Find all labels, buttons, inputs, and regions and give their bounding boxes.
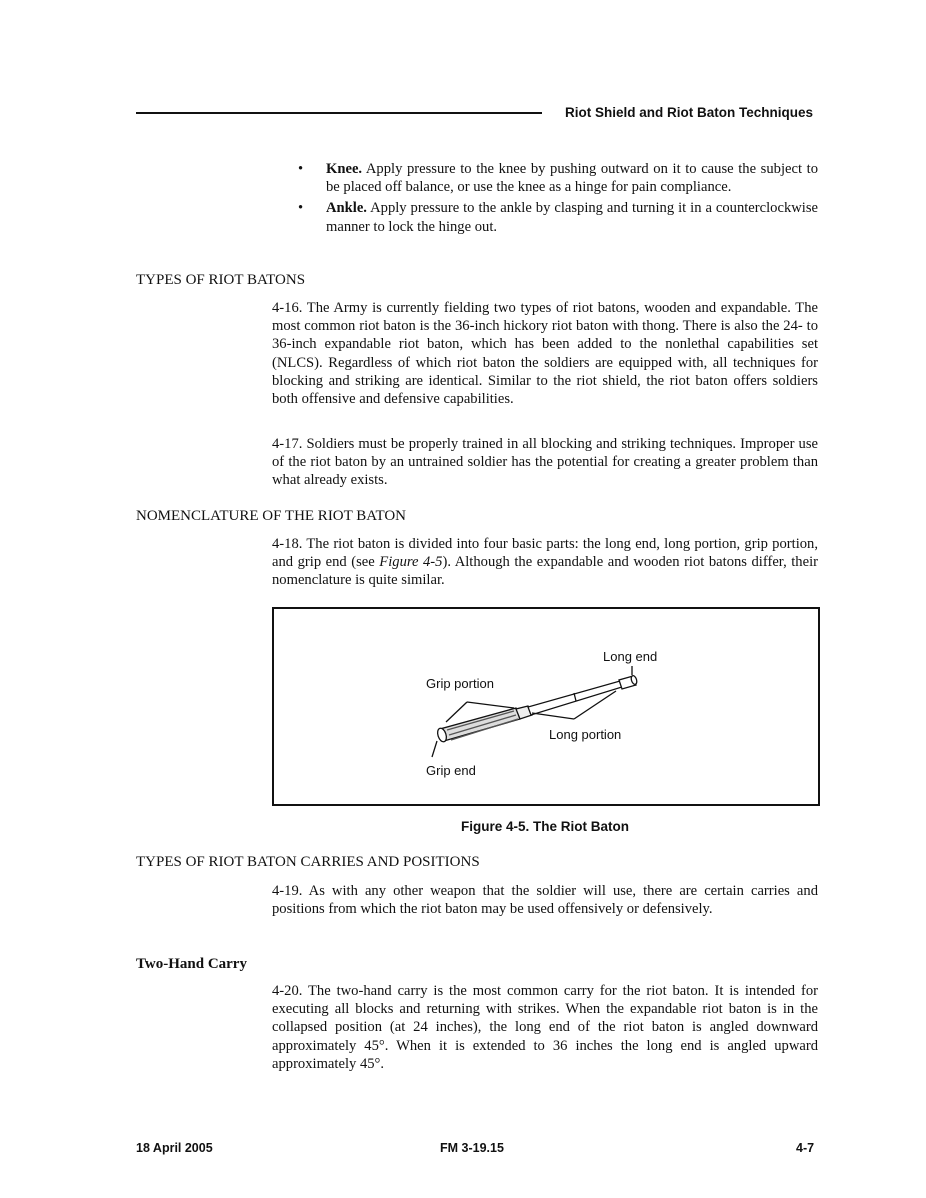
paragraph-4-18-text: 4-18. The riot baton is divided into four basic parts: the long end, long portion, grip portion, and grip end (see [272,536,818,571]
figure-caption: Figure 4-5. The Riot Baton [460,819,629,834]
footer-page-number: 4-7 [796,1141,815,1155]
bullet-text: Apply pressure to the ankle by clasping and turning it in a counterclockwise manner to lock the hinge out. [326,200,818,235]
heading-types-of-riot-batons: TYPES OF RIOT BATONS [136,272,306,288]
leader-grip-end [432,741,437,757]
bullet-ankle [298,199,818,235]
heading-nomenclature: NOMENCLATURE OF THE RIOT BATON [136,508,407,524]
bullet-knee [298,160,818,196]
footer-manual: FM 3-19.15 [440,1141,504,1155]
paragraph-4-18-text-cont: ). Although the expandable and wooden riot batons differ, their nomenclature is quite similar. [272,554,818,589]
leader-grip-portion-1 [446,702,467,722]
paragraph-4-19: 4-19. As with any other weapon that the soldier will use, there are certain carries and positions from which the riot baton may be used offensively or defensively. [272,883,818,918]
label-grip-portion: Grip portion [426,676,494,691]
heading-two-hand-carry: Two-Hand Carry [136,956,247,972]
footer-date: 18 April 2005 [136,1141,213,1155]
bullet-dot: • [298,161,304,177]
figure-reference-link: Figure 4-5 [379,554,443,571]
bullet-term: Knee. [326,161,363,177]
running-header-title: Riot Shield and Riot Baton Techniques [565,105,814,120]
leader-long-portion-2 [532,713,574,719]
riot-baton-illustration [274,609,818,804]
paragraph-4-17: 4-17. Soldiers must be properly trained in all blocking and striking techniques. Improper use of the riot baton by an untrained soldier has the potential for creating a greater problem than what already exists. [272,436,818,489]
paragraph-4-20: 4-20. The two-hand carry is the most common carry for the riot baton. It is intended for executing all blocks and returning with strikes. When the expandable riot baton is in the collapsed position (at 24 inches), the long end of the riot baton is angled downward approximately 45°. When it is extended to 36 inches the long end is angled upward approximately 45°. [272,983,818,1072]
bullet-dot: • [298,200,304,217]
bullet-term: Ankle. [326,200,367,217]
label-grip-end: Grip end [426,763,476,778]
bullet-text: Apply pressure to the knee by pushing outward on it to cause the subject to be placed off balance, or use the knee as a hinge for pain compliance. [326,161,818,196]
label-long-end: Long end [603,649,658,664]
leader-grip-portion-2 [467,702,514,708]
paragraph-4-16: 4-16. The Army is currently fielding two types of riot batons, wooden and expandable. The most common riot baton is the 36-inch hickory riot baton with thong. There is also the 24- to 36-inch expandable riot baton, which has been added to the nonlethal capabilities set (NLCS). Regardless of which riot baton the soldiers are equipped with, all techniques for blocking and striking are identical. Similar to the riot shield, the riot baton offers soldiers both offensive and defensive capabilities. [272,300,818,408]
header-rule [136,112,542,114]
heading-carries-and-positions: TYPES OF RIOT BATON CARRIES AND POSITIONS [136,854,480,870]
bullet-list [298,160,818,239]
label-long-portion: Long portion [549,727,622,742]
figure-riot-baton [272,607,820,806]
paragraph-4-18 [272,535,818,590]
